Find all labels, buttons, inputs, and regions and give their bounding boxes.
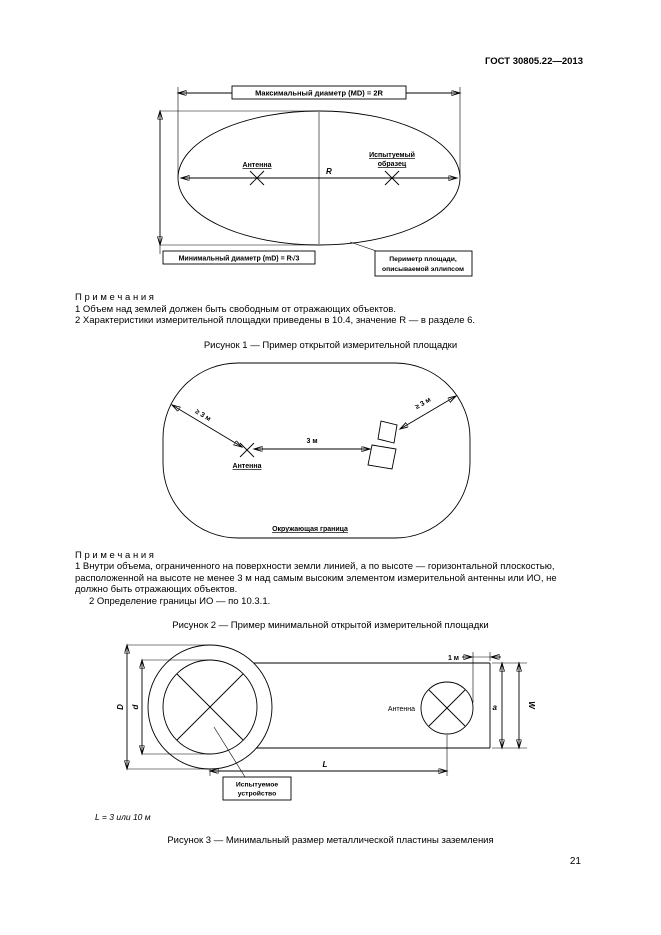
antenna-position [233, 443, 262, 470]
figure2-caption: Рисунок 2 — Пример минимальной открытой измерительной площадки [172, 620, 489, 631]
dim-L-label: L [322, 760, 328, 769]
width-dimensions [492, 663, 536, 748]
figure3-caption: Рисунок 3 — Минимальный размер металлической пластины заземления [167, 835, 494, 846]
note-item: 2 Характеристики измерительной площадки приведены в 10.4, значение R — в разделе 6. [75, 315, 476, 326]
boundary-label: Окружающая граница [272, 525, 348, 533]
length-dimension [210, 735, 447, 776]
left-distance-label: ≥ 3 м [193, 407, 212, 423]
eut-label-line1: Испытуемое [235, 781, 279, 789]
document-header: ГОСТ 30805.22—2013 [485, 56, 583, 67]
notes-title: П р и м е ч а н и я [75, 292, 154, 303]
dim-w-label: W [527, 701, 536, 709]
figure1-diagram [145, 81, 545, 286]
right-distance-dimension [400, 396, 456, 429]
perimeter-label-line2: описываемой эллипсом [381, 266, 465, 273]
ground-plate-outline [148, 645, 490, 769]
note-item: 1 Объем над землей должен быть свободным от отражающих объектов. [75, 303, 396, 315]
eut-label-line2: образец [377, 161, 407, 168]
dim-d-label: d [131, 704, 140, 710]
eut-callout [214, 727, 291, 800]
figure2-notes [75, 550, 585, 608]
note-item: 2 Определение границы ИО — по 10.3.1. [89, 595, 271, 607]
radius-label: R [326, 167, 332, 176]
surrounding-boundary [163, 363, 470, 538]
antenna-position [388, 682, 473, 734]
figure2 [150, 359, 661, 544]
one-meter-dimension [448, 652, 501, 703]
figure1 [145, 81, 661, 286]
max-diameter-label: Максимальный диаметр (MD) = 2R [255, 88, 383, 98]
figure2-diagram [150, 359, 480, 544]
min-diameter-label: Минимальный диаметр (mD) = R√3 [178, 255, 300, 263]
antenna-label: Антенна [387, 706, 415, 713]
center-distance-dimension [254, 438, 370, 449]
figure3 [85, 639, 661, 807]
dim-D-label: D [116, 704, 125, 710]
antenna-label: Антенна [242, 162, 272, 169]
length-note: L = 3 или 10 м [95, 812, 151, 822]
perimeter-label-line1: Периметр площади, [389, 256, 457, 263]
one-meter-label: 1 м [447, 655, 459, 662]
eut-label-line2: устройство [237, 790, 277, 798]
center-axes [181, 112, 457, 244]
figure3-diagram [85, 639, 545, 807]
page-number: 21 [569, 856, 581, 867]
note-item: 1 Внутри объема, ограниченного на поверхности земли линией, а по высоте — горизонтальной плоскостью, расположенной на высоте не менее 3 м над самым высоким элементом измерительной антенны или ИО, не должно быть отражающих объектов. [75, 561, 557, 595]
figure1-notes [75, 292, 585, 327]
eut-label-line1: Испытуемый [369, 152, 415, 159]
perimeter-callout [350, 242, 472, 276]
left-distance-dimension [172, 405, 242, 447]
min-diameter-dimension [160, 111, 319, 264]
notes-title: П р и м е ч а н и я [75, 549, 154, 561]
eut-position [369, 151, 415, 185]
antenna-position [243, 162, 272, 185]
right-distance-label: ≥ 3 м [414, 395, 433, 411]
antenna-label: Антенна [232, 462, 262, 470]
dim-a-label: a [492, 703, 497, 712]
center-distance-label: 3 м [306, 437, 318, 445]
figure1-caption: Рисунок 1 — Пример открытой измерительной площадки [203, 339, 458, 351]
eut-shape [368, 421, 397, 469]
